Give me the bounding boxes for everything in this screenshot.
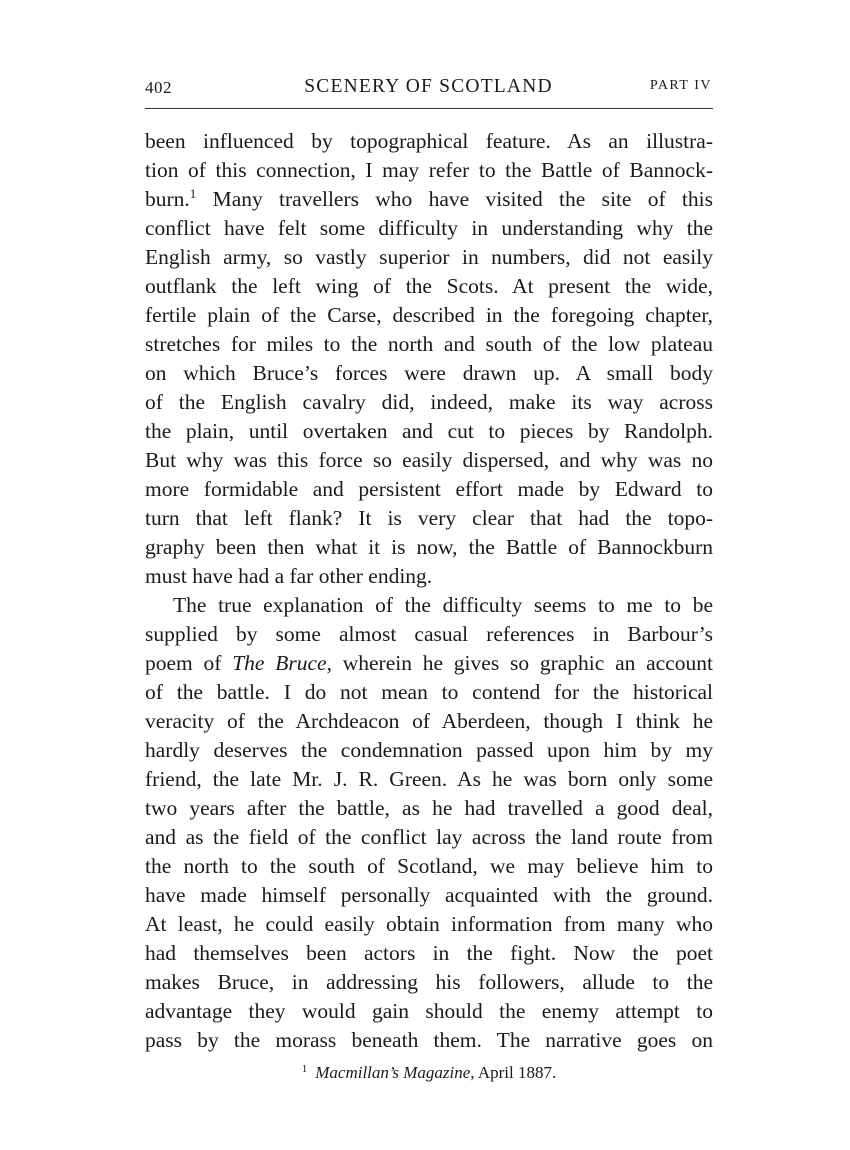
text-line: supplied by some almost casual references in Barbour’s	[145, 622, 713, 646]
text-line: stretches for miles to the north and south of the low plateau	[145, 332, 713, 356]
text-line	[145, 649, 713, 678]
text-line: tion of this connection, I may refer to the Battle of Bannock-	[145, 158, 713, 182]
text-line: graphy been then what it is now, the Battle of Bannockburn	[145, 535, 713, 559]
footnote-reference: 1	[189, 186, 197, 201]
text-line: turn that left flank? It is very clear that had the topo-	[145, 506, 713, 530]
text-line: the plain, until overtaken and cut to pieces by Randolph.	[145, 419, 713, 443]
text-line: veracity of the Archdeacon of Aberdeen, though I think he	[145, 709, 713, 733]
text-line: fertile plain of the Carse, described in the foregoing chapter,	[145, 303, 713, 327]
part-label: PART IV	[649, 78, 712, 93]
text-run: Many travellers who have visited the site of this	[196, 187, 713, 211]
text-run: burn.	[145, 187, 190, 211]
text-line: At least, he could easily obtain information from many who	[145, 912, 713, 936]
text-line: advantage they would gain should the enemy attempt to	[145, 999, 713, 1023]
running-title: SCENERY OF SCOTLAND	[304, 76, 553, 97]
text-line: more formidable and persistent effort made by Edward to	[145, 477, 713, 501]
footnote-source: Macmillan’s Magazine	[315, 1063, 471, 1082]
page-number: 402	[145, 78, 172, 97]
body-text	[145, 127, 713, 1055]
text-line: conflict have felt some difficulty in understanding why the	[145, 216, 713, 240]
text-run: poem of	[145, 651, 233, 675]
text-line: The true explanation of the difficulty seems to me to be	[173, 593, 713, 617]
text-line: must have had a far other ending.	[145, 564, 433, 588]
text-line: outflank the left wing of the Scots. At present the wide,	[145, 274, 713, 298]
text-line: hardly deserves the condemnation passed upon him by my	[145, 738, 713, 762]
text-line: of the English cavalry did, indeed, make its way across	[145, 390, 713, 414]
text-line: two years after the battle, as he had travelled a good deal,	[145, 796, 713, 820]
footnote	[145, 1058, 713, 1084]
footnote-date: , April 1887.	[470, 1063, 557, 1082]
text-line: had themselves been actors in the fight. Now the poet	[145, 941, 713, 965]
text-line	[145, 185, 713, 214]
header-rule	[145, 108, 713, 109]
text-line: have made himself personally acquainted with the ground.	[145, 883, 713, 907]
text-line: and as the field of the conflict lay across the land route from	[145, 825, 713, 849]
text-line: But why was this force so easily dispersed, and why was no	[145, 448, 713, 472]
text-run: , wherein he gives so graphic an account	[326, 651, 713, 675]
running-head	[145, 76, 712, 102]
text-line: friend, the late Mr. J. R. Green. As he was born only some	[145, 767, 713, 791]
text-line: pass by the morass beneath them. The narrative goes on	[145, 1028, 713, 1052]
text-line: on which Bruce’s forces were drawn up. A small body	[145, 361, 713, 385]
footnote-marker: 1	[301, 1063, 308, 1075]
text-line: of the battle. I do not mean to contend for the historical	[145, 680, 713, 704]
work-title: The Bruce	[232, 651, 327, 675]
text-line: the north to the south of Scotland, we may believe him to	[145, 854, 713, 878]
text-line: been influenced by topographical feature. As an illustra-	[145, 129, 713, 153]
text-line: makes Bruce, in addressing his followers, allude to the	[145, 970, 713, 994]
text-line: English army, so vastly superior in numbers, did not easily	[145, 245, 713, 269]
